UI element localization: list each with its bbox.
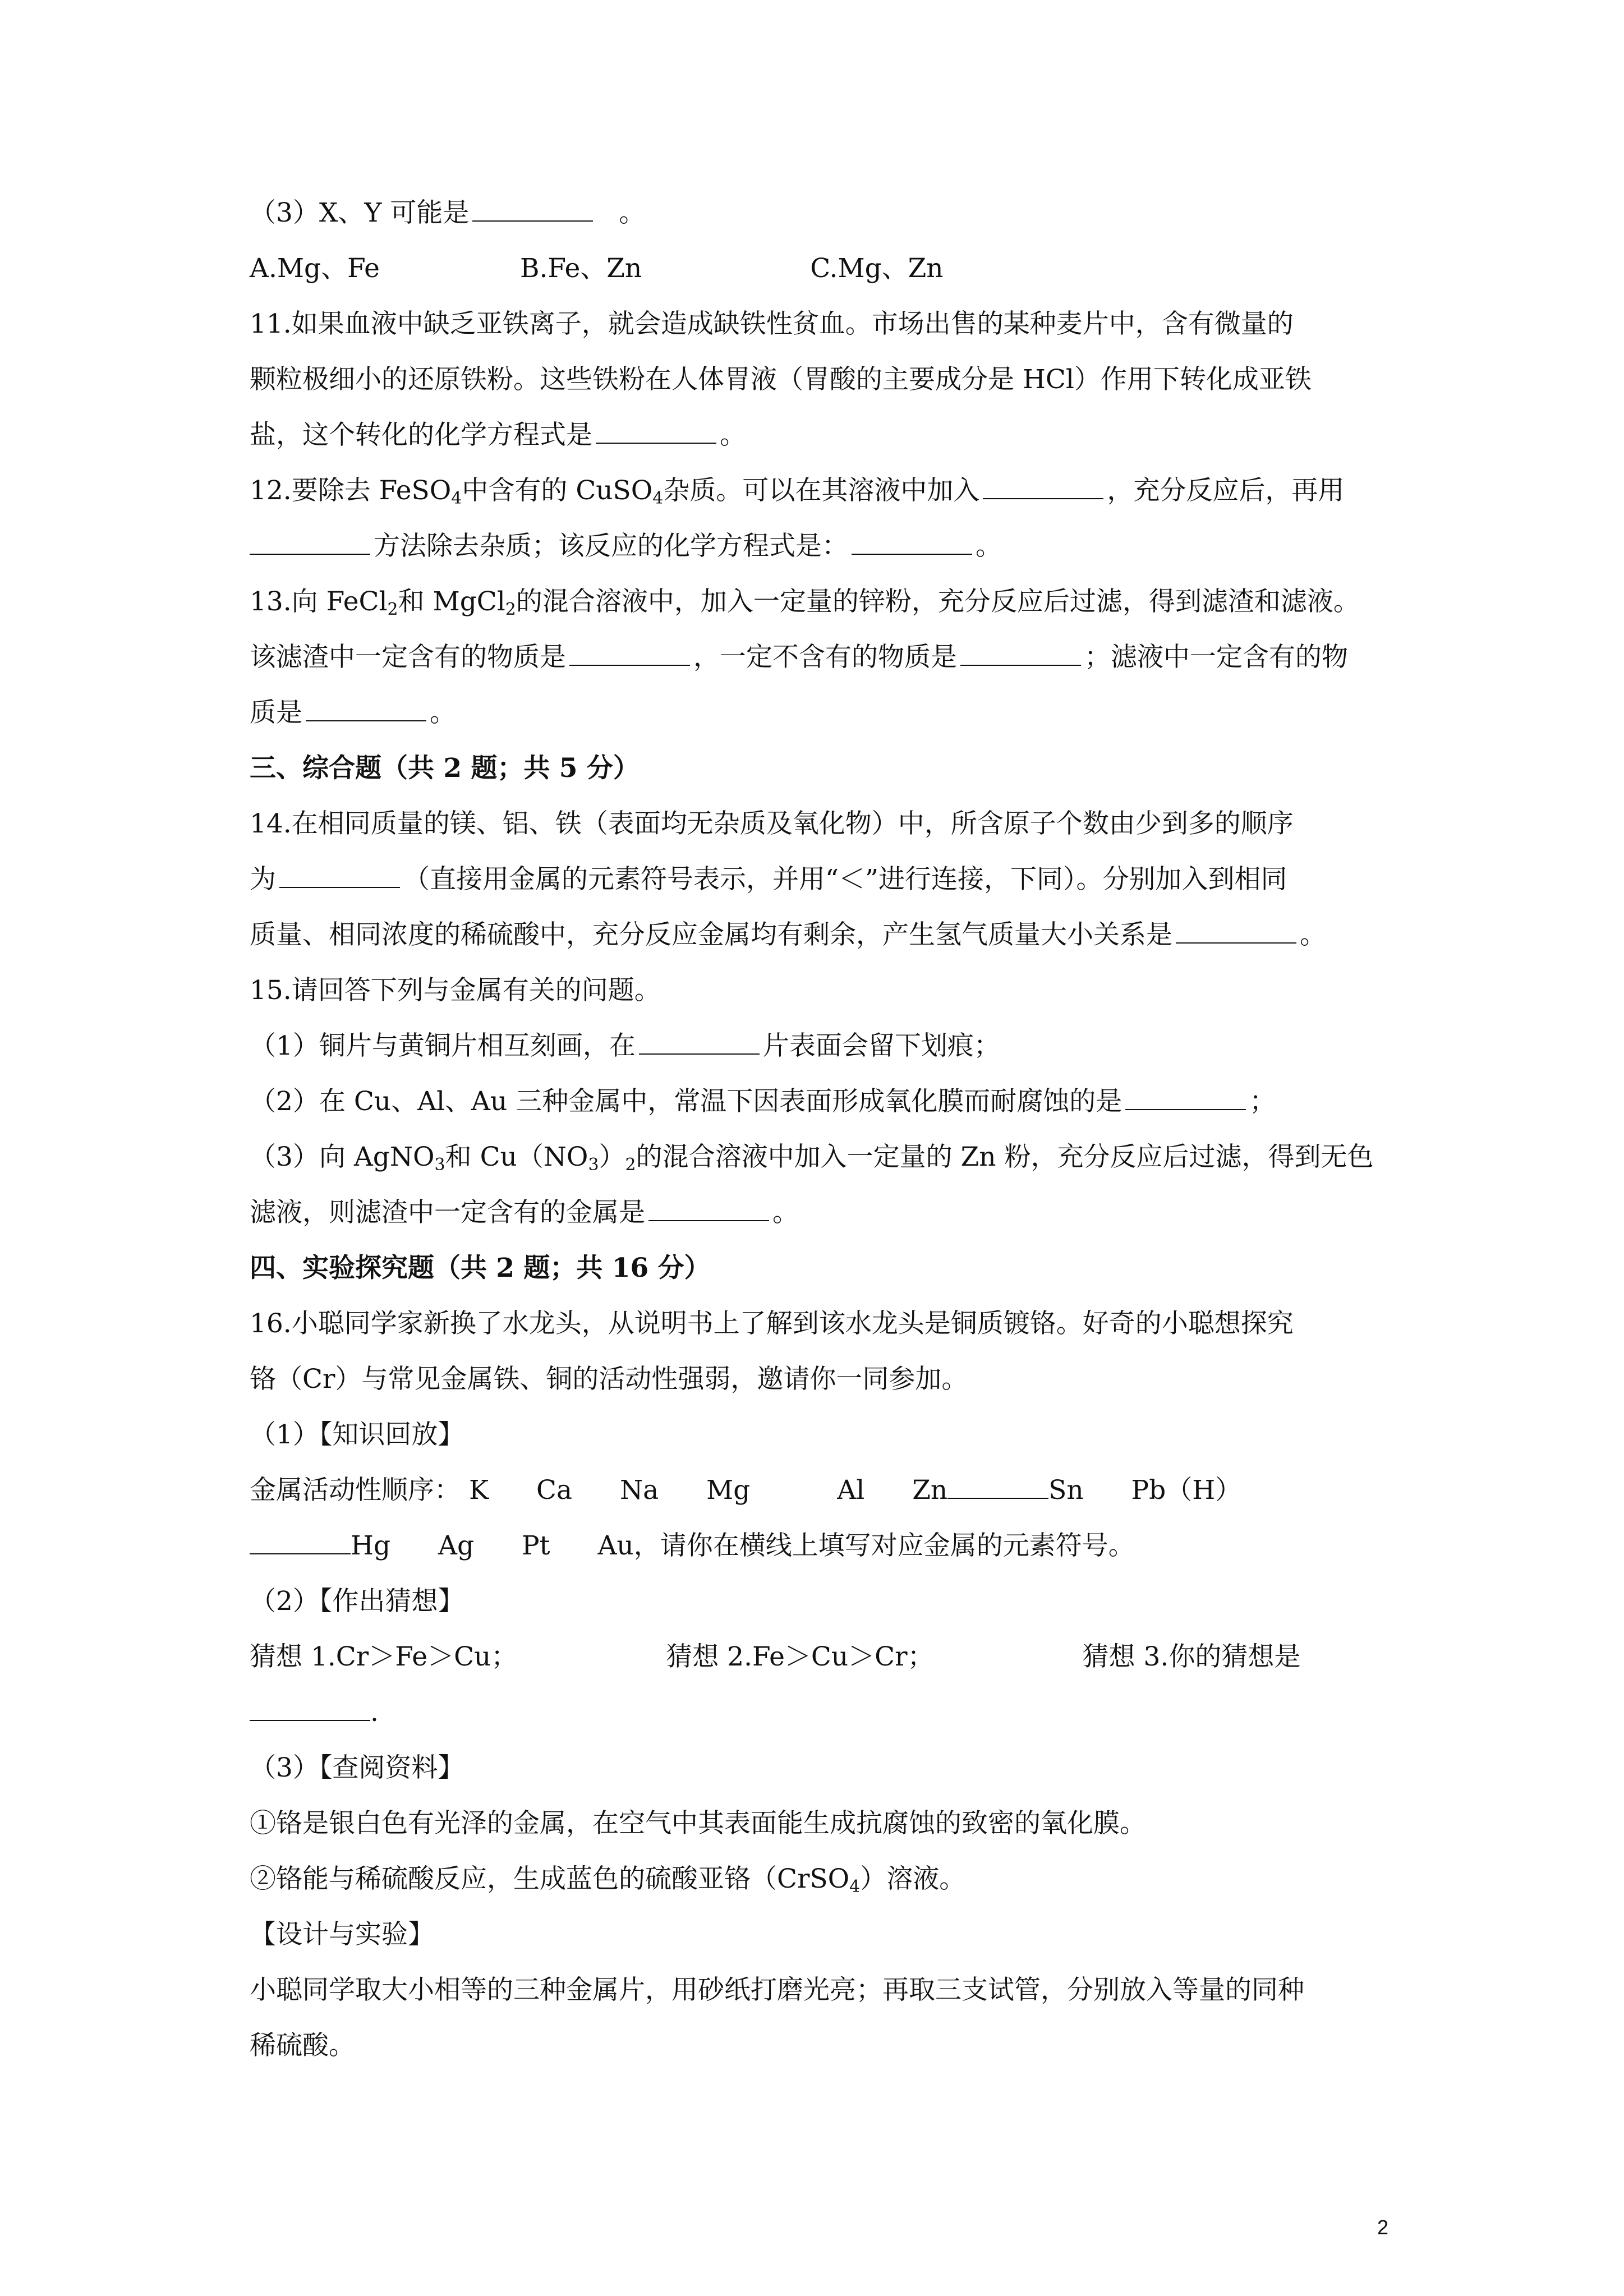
q16-line1: 16.小聪同学家新换了水龙头，从说明书上了解到该水龙头是铜质镀铬。好奇的小聪想探究 [250, 1308, 1294, 1339]
q13-text-a: 13.向 FeCl [250, 586, 388, 617]
q13-text-c: 的混合溶液中，加入一定量的锌粉，充分反应后过滤，得到滤渣和滤液。 [516, 586, 1360, 617]
q12-text-a: 12.要除去 FeSO [250, 475, 452, 506]
design-line1: 小聪同学取大小相等的三种金属片，用砂纸打磨光亮；再取三支试管，分别放入等量的同种 [250, 1975, 1304, 2005]
answer-blank[interactable] [279, 864, 400, 888]
subscript: 2 [625, 1155, 636, 1175]
subscript: 3 [434, 1155, 445, 1175]
answer-blank[interactable] [648, 1198, 769, 1221]
q15-part3-text-b: 和 Cu（NO [445, 1142, 588, 1172]
hypothesis-3-answer [250, 1685, 1386, 1740]
metal-symbol: Ag [438, 1530, 475, 1561]
answer-blank[interactable] [852, 531, 972, 555]
metal-symbol: Na [619, 1475, 659, 1506]
answer-blank[interactable] [947, 1475, 1048, 1499]
activity-series-label: 金属活动性顺序： [250, 1475, 461, 1506]
q14-text-a: 为 [250, 864, 276, 895]
section-heading-3: 三、综合题（共 2 题；共 5 分） [250, 753, 640, 784]
q11-text: 盐，这个转化的化学方程式是 [250, 420, 592, 450]
q15-part3-end: 。 [772, 1197, 799, 1228]
q15-part3-text-c: ） [599, 1142, 625, 1172]
metal-symbol: Al [837, 1475, 865, 1506]
metal-symbol: Ca [536, 1475, 573, 1506]
q11-line2: 颗粒极细小的还原铁粉。这些铁粉在人体胃液（胃酸的主要成分是 HCl）作用下转化成亚铁 [250, 364, 1312, 395]
metal-symbol: Au，请你在横线上填写对应金属的元素符号。 [597, 1530, 1135, 1561]
q15-part3-text-d: 的混合溶液中加入一定量的 Zn 粉，充分反应后过滤，得到无色 [636, 1142, 1374, 1172]
q11-end: 。 [720, 420, 746, 450]
q12-text-b: 中含有的 CuSO [462, 475, 653, 506]
q14-line2 [250, 852, 1386, 907]
q14-line1: 14.在相同质量的镁、铝、铁（表面均无杂质及氧化物）中，所含原子个数由少到多的顺序 [250, 808, 1294, 839]
subscript: 2 [387, 600, 398, 619]
q12-end: 。 [976, 531, 1002, 562]
hypothesis-3: 猜想 3.你的猜想是 [1082, 1641, 1301, 1672]
q15-part3-text-a: （3）向 AgNO [250, 1142, 435, 1172]
q16-step1: （1）【知识回放】 [250, 1419, 464, 1450]
answer-blank[interactable] [639, 1031, 760, 1055]
q13-line1 [250, 574, 1386, 629]
q13-text-b: 和 MgCl [398, 586, 505, 617]
q12-line2 [250, 518, 1386, 574]
hypothesis-2: 猜想 2.Fe＞Cu＞Cr； [666, 1641, 934, 1672]
q16-step2: （2）【作出猜想】 [250, 1586, 464, 1617]
metal-symbol: Pb（H） [1131, 1475, 1242, 1506]
answer-blank[interactable] [250, 531, 370, 555]
page-content [250, 185, 1386, 2073]
hypothesis-1: 猜想 1.Cr＞Fe＞Cu； [250, 1641, 518, 1672]
q15-part2 [250, 1074, 1386, 1129]
option-c: C.Mg、Zn [810, 253, 944, 284]
q13-text-e: ，一定不含有的物质是 [693, 642, 957, 673]
q12-text-e: 方法除去杂质；该反应的化学方程式是： [374, 531, 848, 562]
q13-line3 [250, 685, 1386, 740]
reference-2 [250, 1851, 1386, 1907]
answer-blank[interactable] [983, 476, 1103, 499]
q15-part3-line1 [250, 1129, 1386, 1185]
answer-blank[interactable] [306, 698, 426, 721]
metal-symbol: Mg [706, 1475, 751, 1506]
metal-symbol: Hg [351, 1530, 391, 1561]
metal-symbol: K [468, 1475, 489, 1506]
reference-2-end: ）溶液。 [860, 1864, 966, 1894]
q15-part1-end: 片表面会留下划痕； [762, 1030, 1000, 1061]
answer-blank[interactable] [472, 198, 593, 222]
answer-blank[interactable] [1125, 1087, 1246, 1110]
q15-title: 15.请回答下列与金属有关的问题。 [250, 975, 661, 1006]
q14-text-c: 质量、相同浓度的稀硫酸中，充分反应金属均有剩余，产生氢气质量大小关系是 [250, 919, 1172, 950]
q14-text-b: （直接用金属的元素符号表示，并用“＜”进行连接，下同）。分别加入到相同 [403, 864, 1287, 895]
metal-symbol: Zn [912, 1475, 948, 1506]
q15-part1-text: （1）铜片与黄铜片相互刻画，在 [250, 1030, 636, 1061]
q15-part1 [250, 1018, 1386, 1074]
reference-2-text: ②铬能与稀硫酸反应，生成蓝色的硫酸亚铬（CrSO [250, 1864, 850, 1894]
answer-blank[interactable] [569, 642, 690, 666]
design-heading: 【设计与实验】 [250, 1919, 434, 1950]
reference-1: ①铬是银白色有光泽的金属，在空气中其表面能生成抗腐蚀的致密的氧化膜。 [250, 1808, 1146, 1839]
q14-end: 。 [1300, 919, 1326, 950]
subscript: 4 [849, 1877, 861, 1897]
metal-symbol: Pt [522, 1530, 550, 1561]
subscript: 4 [652, 489, 664, 508]
q15-part2-end: ； [1249, 1086, 1276, 1117]
q11-line3 [250, 407, 1386, 463]
q16-step3: （3）【查阅资料】 [250, 1752, 464, 1783]
section-heading-4: 四、实验探究题（共 2 题；共 16 分） [250, 1253, 711, 1283]
answer-blank[interactable] [250, 1531, 351, 1554]
activity-series-line1 [250, 1462, 1386, 1518]
q15-part3-text-e: 滤液，则滤渣中一定含有的金属是 [250, 1197, 645, 1228]
q13-line2 [250, 629, 1386, 685]
q10-part3 [250, 185, 1386, 241]
q12-text-d: ，充分反应后，再用 [1107, 475, 1345, 506]
page-number: 2 [1377, 2216, 1388, 2239]
q10-options [250, 241, 1386, 296]
q12-line1 [250, 463, 1386, 518]
q13-text-g: 质是 [250, 697, 302, 728]
q10-part3-label: （3）X、Y 可能是 [250, 197, 470, 228]
answer-blank[interactable] [596, 420, 716, 444]
hypothesis-3-end: . [370, 1697, 379, 1728]
q15-part2-text: （2）在 Cu、Al、Au 三种金属中，常温下因表面形成氧化膜而耐腐蚀的是 [250, 1086, 1122, 1117]
q13-text-f: ；滤液中一定含有的物 [1084, 642, 1348, 673]
q13-end: 。 [430, 697, 456, 728]
q16-line2: 铬（Cr）与常见金属铁、铜的活动性强弱，邀请你一同参加。 [250, 1364, 968, 1395]
design-line2: 稀硫酸。 [250, 2030, 355, 2061]
metal-symbol: Sn [1048, 1475, 1084, 1506]
activity-series-line2 [250, 1518, 1386, 1573]
subscript: 2 [505, 600, 516, 619]
answer-blank[interactable] [1176, 920, 1296, 944]
hypotheses [250, 1629, 1386, 1685]
q11-line1: 11.如果血液中缺乏亚铁离子，就会造成缺铁性贫血。市场出售的某种麦片中，含有微量的 [250, 309, 1294, 339]
option-a: A.Mg、Fe [250, 253, 380, 284]
q15-part3-line2 [250, 1185, 1386, 1240]
answer-blank[interactable] [960, 642, 1081, 666]
answer-blank[interactable] [250, 1697, 370, 1721]
q14-line3 [250, 907, 1386, 963]
option-b: B.Fe、Zn [519, 253, 642, 284]
q10-part3-end: 。 [619, 197, 646, 228]
q12-text-c: 杂质。可以在其溶液中加入 [663, 475, 980, 506]
subscript: 3 [588, 1155, 599, 1175]
q13-text-d: 该滤渣中一定含有的物质是 [250, 642, 566, 673]
subscript: 4 [451, 489, 462, 508]
